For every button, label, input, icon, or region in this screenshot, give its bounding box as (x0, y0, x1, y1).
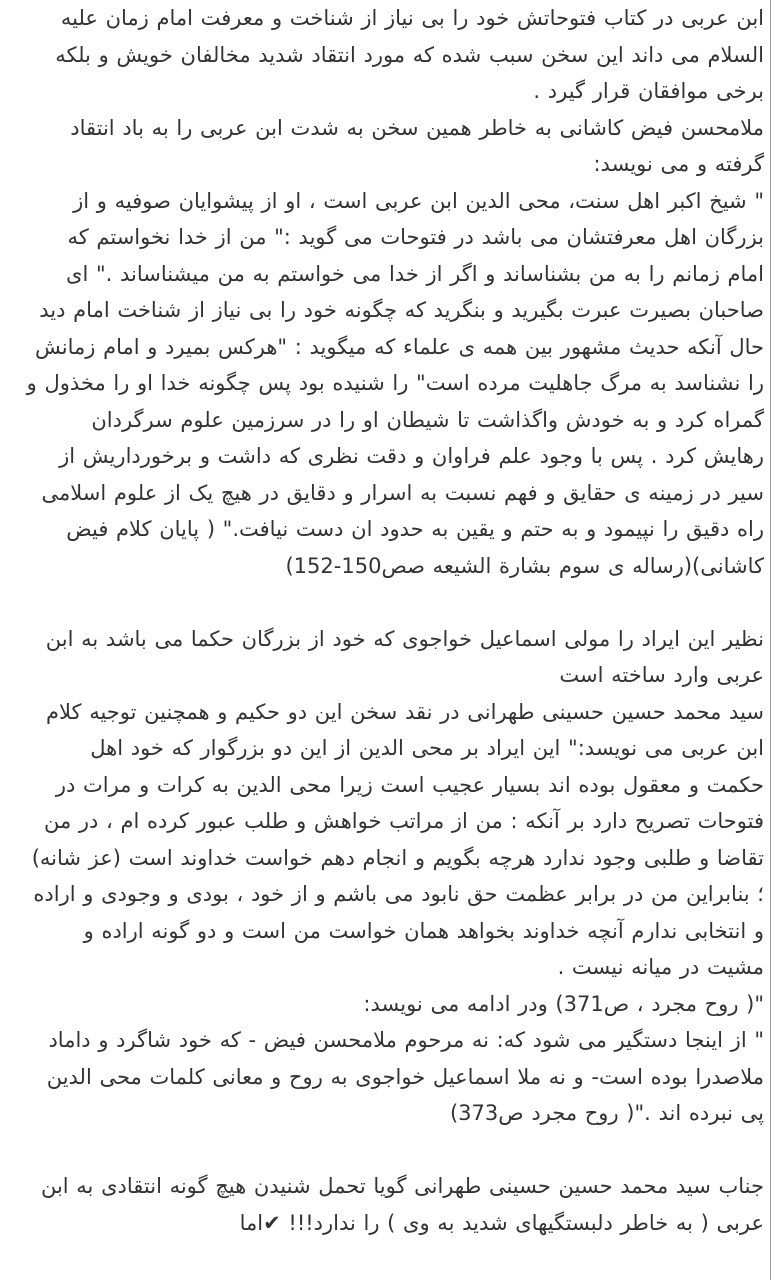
document-text-area (26, 0, 764, 1241)
paragraph-feyz-kashani-intro: ملامحسن فیض کاشانی به خاطر همین سخن به شدت ابن عربی را به باد انتقاد گرفته و می نویسد: (70, 115, 764, 176)
paragraph-closing-comment: جناب سید محمد حسین حسینی طهرانی گویا تحمل شنیدن هیچ گونه انتقادی به ابن عربی ( به خاطر دلبستگیهای شدید به وی ) را ندارد!!! ✔اما (40, 1174, 764, 1235)
paragraph-gap (26, 1132, 764, 1169)
right-edge-divider (770, 0, 771, 1280)
paragraph-tehrani-continuation: " از اینجا دستگیر می شود که: نه مرحوم ملامحسن فیض - که خود شاگرد و داماد ملاصدرا بوده است- و نه ملا اسماعیل خواجوی به روح و معانی کلمات محی الدین پی نبرده اند ."( روح مجرد ص373) (46, 1028, 764, 1125)
paragraph-khajavi: نظیر این ایراد را مولی اسماعیل خواجوی که خود از بزرگان حکما می باشد به ابن عربی وارد ساخته است (45, 626, 764, 687)
paragraph-rooh-mojarrad-ref: "( روح مجرد ، ص371) ودر ادامه می نویسد: (363, 991, 764, 1016)
paragraph-tehrani-critique: سید محمد حسین حسینی طهرانی در نقد سخن این دو حکیم و همچنین توجیه کلام ابن عربی می نویسد:" این ایراد بر محی الدین از این دو بزرگوار که خود اهل حکمت و معقول بوده اند بسیار عجیب است زیرا محی الدین به کرات و مرات در فتوحات تصریح دارد بر آنکه : من از مراتب خواهش و طلب عبور کرده ام ، در من تقاضا و طلبی وجود ندارد هرچه بگویم و انجام دهم خواست خداوند است (عز شانه) ؛ بنابراین من در برابر عظمت حق نابود می باشم و از خود ، بودی و وجودی و اراده و انتخابی ندارم آنچه خداوند بخواهد همان خواست من است و دو گونه اراده و مشیت در میانه نیست . (31, 699, 764, 979)
paragraph-intro-ibn-arabi: ابن عربی در کتاب فتوحاتش خود را بی نیاز از شناخت و معرفت امام زمان علیه السلام می داند این سخن سبب شده که مورد انتقاد شدید مخالفان خویش و بلکه برخی موافقان قرار گیرد . (55, 6, 764, 103)
paragraph-feyz-kashani-quote: " شیخ اکبر اهل سنت، محی الدین ابن عربی است ، او از پیشوایان صوفیه و از بزرگان اهل معرفتشان می باشد در فتوحات می گوید :" من از خدا نخواستم که امام زمانم را به من بشناساند و اگر از خدا می خواستم به من میشناساند ." ای صاحبان بصیرت عبرت بگیرید و بنگرید که چگونه خود را بی نیاز از شناخت امام دید حال آنکه حدیث مشهور بین همه ی علماء که میگوید : "هرکس بمیرد و امام زمانش را نشناسد به مرگ جاهلیت مرده است" را شنیده بود پس چگونه خدا او را مخذول و گمراه کرد و به خودش واگذاشت تا شیطان او را در سرزمین علوم سرگردان رهایش کرد . پس با وجود علم فراوان و دقت نظری که داشت و برخورداریش از سیر در زمینه ی حقایق و فهم نسبت به اسرار و دقایق در هیچ یک از علوم اسلامی راه دقیق را نپیمود و به حتم و یقین به حدود ان دست نیافت." ( پایان کلام فیض کاشانی)(رساله ی سوم بشارة الشیعه صص150-152) (26, 188, 764, 578)
paragraph-gap (26, 584, 764, 621)
